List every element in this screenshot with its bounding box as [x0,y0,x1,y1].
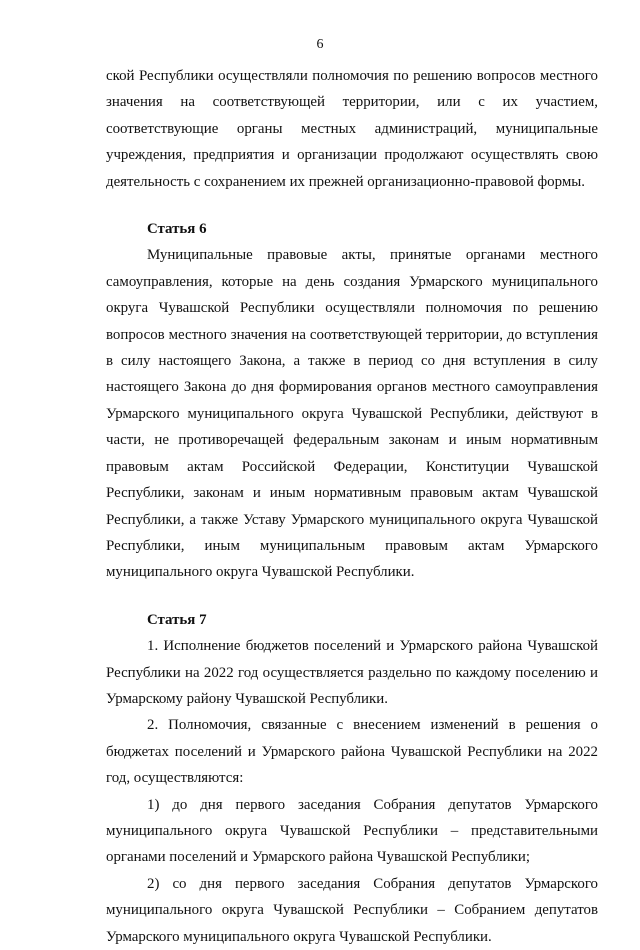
article-7-item-2: 2) со дня первого заседания Собрания депутатов Урмарского муниципального округа Чувашской Республики – Собранием депутатов Урмарского муниципального округа Чувашской Республики. [106,875,598,945]
article-6-title: Статья 6 [147,221,207,238]
article-7-paragraph-1: 1. Исполнение бюджетов поселений и Урмарского района Чувашской Республики на 2022 год осуществляется раздельно по каждому поселению и Урмарскому району Чувашской Республики. [106,638,598,707]
document-body [106,63,598,950]
article-7-paragraph-2: 2. Полномочия, связанные с внесением изменений в решения о бюджетах поселений и Урмарского района Чувашской Республики на 2022 год, осуществляются: [106,717,598,787]
article-6-paragraph: Муниципальные правовые акты, принятые органами местного самоуправления, которые на день создания Урмарского муниципального округа Чувашской Республики осуществляли полномочия по решению вопросов местного значения на соответствующей территории, до вступления в силу настоящего Закона, а также в период со дня вступления в силу настоящего Закона до дня формирования органов местного самоуправления Урмарского муниципального округа Чувашской Республики, действуют в части, не противоречащей федеральным законам и иным нормативным правовым актам Российской Федерации, Конституции Чувашской Республики, законам и иным нормативным правовым актам Чувашской Республики, а также Уставу Урмарского муниципального округа Чувашской Республики, иным муниципальным правовым актам Урмарского муниципального округа Чувашской Республики. [106,247,598,581]
article-7-title: Статья 7 [147,611,207,628]
continuation-paragraph: ской Республики осуществляли полномочия по решению вопросов местного значения на соответствующей территории, или с их участием, соответствующие органы местных администраций, муниципальные учреждения, предприятия и организации продолжают осуществлять свою деятельность с сохранением их прежней организационно-правовой формы. [106,68,598,190]
page-number: 6 [316,37,324,52]
article-7-item-1: 1) до дня первого заседания Собрания депутатов Урмарского муниципального округа Чувашской Республики – представительными органами поселений и Урмарского района Чувашской Республики; [106,796,598,866]
